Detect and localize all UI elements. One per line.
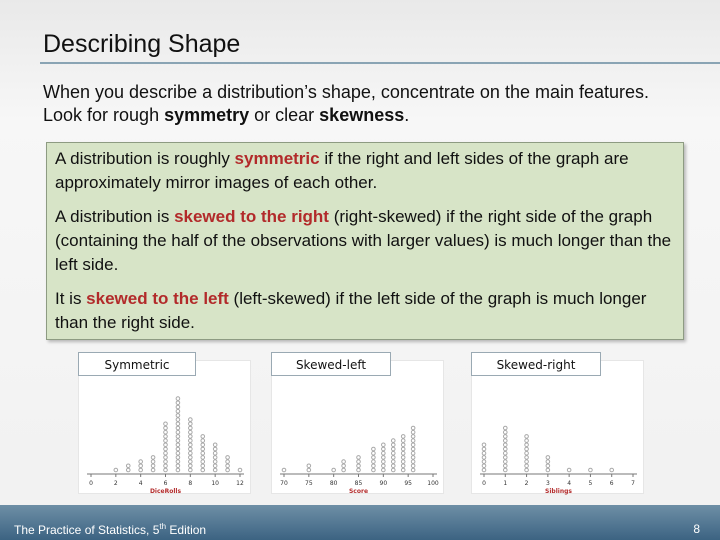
data-dot xyxy=(503,426,507,430)
data-dot xyxy=(176,439,180,443)
data-dot xyxy=(411,456,415,460)
data-dot xyxy=(411,468,415,472)
data-dot xyxy=(525,439,529,443)
data-dot xyxy=(411,430,415,434)
data-dot xyxy=(525,443,529,447)
data-dot xyxy=(503,447,507,451)
data-dot xyxy=(525,464,529,468)
intro-text-3: . xyxy=(404,105,410,125)
data-dot xyxy=(567,468,571,472)
x-tick-label: 0 xyxy=(482,480,486,487)
data-dot xyxy=(189,460,193,464)
x-tick-label: 2 xyxy=(524,480,529,487)
data-dot xyxy=(151,460,155,464)
x-tick-label: 6 xyxy=(609,480,614,487)
data-dot xyxy=(176,460,180,464)
slide-title: Describing Shape xyxy=(43,30,241,58)
data-dot xyxy=(164,426,168,430)
data-dot xyxy=(189,451,193,455)
data-dot xyxy=(189,443,193,447)
data-dot xyxy=(164,435,168,439)
data-dot xyxy=(401,439,405,443)
dotplot-svg-1 xyxy=(272,361,445,495)
data-dot xyxy=(357,460,361,464)
data-dot xyxy=(176,435,180,439)
data-dot xyxy=(401,456,405,460)
data-dot xyxy=(164,439,168,443)
intro-text-1: When you describe a distribution’s shape, concentrate on the main features. Look for rough xyxy=(43,82,650,125)
definition-text: (left-skewed) if the left side of the graph is much longer than the right side. xyxy=(55,289,647,332)
data-dot xyxy=(226,464,230,468)
data-dot xyxy=(164,456,168,460)
x-tick-label: 4 xyxy=(567,480,572,487)
data-dot xyxy=(332,468,336,472)
data-dot xyxy=(307,468,311,472)
footer-text xyxy=(14,522,206,537)
data-dot xyxy=(307,464,311,468)
data-dot xyxy=(176,430,180,434)
footer-sup: th xyxy=(159,522,167,531)
data-dot xyxy=(372,460,376,464)
definition-term: skewed to the right xyxy=(174,207,329,226)
data-dot xyxy=(382,456,386,460)
data-dot xyxy=(164,451,168,455)
data-dot xyxy=(382,468,386,472)
data-dot xyxy=(525,451,529,455)
data-dot xyxy=(213,464,217,468)
x-tick-label: 10 xyxy=(211,480,219,487)
data-dot xyxy=(151,464,155,468)
data-dot xyxy=(189,430,193,434)
data-dot xyxy=(482,456,486,460)
chart-label-skewed-left: Skewed-left xyxy=(271,352,391,376)
data-dot xyxy=(503,460,507,464)
data-dot xyxy=(176,397,180,401)
data-dot xyxy=(503,439,507,443)
data-dot xyxy=(201,464,205,468)
data-dot xyxy=(401,451,405,455)
data-dot xyxy=(213,443,217,447)
data-dot xyxy=(482,447,486,451)
data-dot xyxy=(401,464,405,468)
x-tick-label: 6 xyxy=(163,480,168,487)
data-dot xyxy=(372,451,376,455)
data-dot xyxy=(482,460,486,464)
data-dot xyxy=(503,443,507,447)
data-dot xyxy=(189,439,193,443)
definition-symmetric xyxy=(55,147,675,195)
data-dot xyxy=(226,468,230,472)
data-dot xyxy=(391,468,395,472)
data-dot xyxy=(151,456,155,460)
dotplot-svg-2 xyxy=(472,361,645,495)
dotplot-skewed-left xyxy=(271,360,444,494)
data-dot xyxy=(176,422,180,426)
data-dot xyxy=(176,451,180,455)
data-dot xyxy=(382,443,386,447)
data-dot xyxy=(139,464,143,468)
data-dot xyxy=(201,456,205,460)
data-dot xyxy=(176,443,180,447)
x-tick-label: 70 xyxy=(280,480,288,487)
data-dot xyxy=(391,456,395,460)
data-dot xyxy=(382,447,386,451)
data-dot xyxy=(546,464,550,468)
page-number: 8 xyxy=(693,522,700,536)
data-dot xyxy=(525,435,529,439)
data-dot xyxy=(164,468,168,472)
data-dot xyxy=(372,447,376,451)
data-dot xyxy=(176,464,180,468)
data-dot xyxy=(482,468,486,472)
data-dot xyxy=(372,468,376,472)
x-tick-label: 80 xyxy=(329,480,338,487)
data-dot xyxy=(482,464,486,468)
data-dot xyxy=(114,468,118,472)
data-dot xyxy=(151,468,155,472)
data-dot xyxy=(411,435,415,439)
data-dot xyxy=(525,468,529,472)
data-dot xyxy=(391,439,395,443)
data-dot xyxy=(189,435,193,439)
intro-bold-symmetry: symmetry xyxy=(164,105,250,125)
data-dot xyxy=(382,451,386,455)
data-dot xyxy=(201,439,205,443)
data-dot xyxy=(503,430,507,434)
x-tick-label: 95 xyxy=(404,480,412,487)
data-dot xyxy=(176,409,180,413)
intro-paragraph xyxy=(43,81,683,127)
data-dot xyxy=(411,460,415,464)
data-dot xyxy=(546,468,550,472)
data-dot xyxy=(189,456,193,460)
data-dot xyxy=(176,414,180,418)
data-dot xyxy=(482,451,486,455)
data-dot xyxy=(401,447,405,451)
x-tick-label: 85 xyxy=(354,480,363,487)
x-tick-label: 5 xyxy=(588,480,593,487)
data-dot xyxy=(189,468,193,472)
data-dot xyxy=(164,464,168,468)
data-dot xyxy=(226,460,230,464)
data-dot xyxy=(164,443,168,447)
data-dot xyxy=(213,451,217,455)
data-dot xyxy=(401,435,405,439)
data-dot xyxy=(382,460,386,464)
definition-text: (right-skewed) if the right side of the graph (containing the half of the observations with larger values) is much longer than the left side. xyxy=(55,207,672,274)
definition-text: A distribution is xyxy=(55,207,175,226)
data-dot xyxy=(503,456,507,460)
data-dot xyxy=(411,447,415,451)
data-dot xyxy=(201,435,205,439)
data-dot xyxy=(411,443,415,447)
data-dot xyxy=(213,456,217,460)
data-dot xyxy=(176,401,180,405)
footer-bar xyxy=(0,505,720,540)
data-dot xyxy=(391,443,395,447)
data-dot xyxy=(342,460,346,464)
definition-term: skewed to the left xyxy=(86,289,229,308)
definition-text: if the right and left sides of the graph are approximately mirror images of each other. xyxy=(55,149,629,192)
data-dot xyxy=(201,443,205,447)
intro-text-2: or clear xyxy=(249,105,320,125)
data-dot xyxy=(525,460,529,464)
x-tick-label: 3 xyxy=(545,480,550,487)
data-dot xyxy=(589,468,593,472)
data-dot xyxy=(357,464,361,468)
data-dot xyxy=(411,464,415,468)
x-tick-label: 90 xyxy=(379,480,388,487)
data-dot xyxy=(342,468,346,472)
definition-skewed-left xyxy=(55,287,675,335)
dotplot-skewed-right xyxy=(471,360,644,494)
x-tick-label: 7 xyxy=(631,480,635,487)
data-dot xyxy=(391,460,395,464)
data-dot xyxy=(164,447,168,451)
data-dot xyxy=(411,451,415,455)
definition-term: symmetric xyxy=(234,149,320,168)
data-dot xyxy=(201,447,205,451)
intro-bold-skewness: skewness xyxy=(319,105,405,125)
data-dot xyxy=(391,451,395,455)
data-dot xyxy=(189,422,193,426)
data-dot xyxy=(482,443,486,447)
data-dot xyxy=(503,464,507,468)
data-dot xyxy=(357,468,361,472)
data-dot xyxy=(391,464,395,468)
data-dot xyxy=(213,460,217,464)
title-divider xyxy=(40,62,720,64)
x-axis-label: Score xyxy=(348,488,369,495)
data-dot xyxy=(164,422,168,426)
data-dot xyxy=(213,468,217,472)
definition-text: A distribution is roughly xyxy=(55,149,235,168)
data-dot xyxy=(189,418,193,422)
data-dot xyxy=(401,468,405,472)
data-dot xyxy=(546,460,550,464)
data-dot xyxy=(201,451,205,455)
data-dot xyxy=(610,468,614,472)
data-dot xyxy=(126,464,130,468)
x-axis-label: Siblings xyxy=(545,488,572,495)
data-dot xyxy=(382,464,386,468)
data-dot xyxy=(238,468,242,472)
x-tick-label: 1 xyxy=(503,480,508,487)
data-dot xyxy=(176,405,180,409)
data-dot xyxy=(342,464,346,468)
dotplot-svg-0 xyxy=(79,361,252,495)
x-tick-label: 12 xyxy=(236,480,244,487)
data-dot xyxy=(372,456,376,460)
data-dot xyxy=(401,460,405,464)
x-tick-label: 4 xyxy=(138,480,143,487)
data-dot xyxy=(126,468,130,472)
x-tick-label: 2 xyxy=(113,480,118,487)
x-axis-label: DiceRolls xyxy=(149,488,182,495)
x-tick-label: 8 xyxy=(188,480,193,487)
data-dot xyxy=(176,447,180,451)
data-dot xyxy=(357,456,361,460)
chart-label-symmetric: Symmetric xyxy=(78,352,196,376)
data-dot xyxy=(411,426,415,430)
data-dot xyxy=(176,456,180,460)
definition-skewed-right xyxy=(55,205,675,277)
data-dot xyxy=(176,418,180,422)
data-dot xyxy=(525,456,529,460)
data-dot xyxy=(201,460,205,464)
definition-text: It is xyxy=(55,289,87,308)
data-dot xyxy=(213,447,217,451)
data-dot xyxy=(176,468,180,472)
x-tick-label: 0 xyxy=(89,480,93,487)
data-dot xyxy=(139,460,143,464)
data-dot xyxy=(503,468,507,472)
footer-book: The Practice of Statistics, 5 xyxy=(14,523,160,537)
data-dot xyxy=(164,460,168,464)
data-dot xyxy=(503,435,507,439)
data-dot xyxy=(372,464,376,468)
definitions-box xyxy=(46,142,684,340)
data-dot xyxy=(525,447,529,451)
x-tick-label: 75 xyxy=(305,480,313,487)
data-dot xyxy=(189,447,193,451)
data-dot xyxy=(164,430,168,434)
data-dot xyxy=(282,468,286,472)
chart-label-skewed-right: Skewed-right xyxy=(471,352,601,376)
data-dot xyxy=(503,451,507,455)
data-dot xyxy=(176,426,180,430)
data-dot xyxy=(201,468,205,472)
data-dot xyxy=(546,456,550,460)
data-dot xyxy=(139,468,143,472)
data-dot xyxy=(189,426,193,430)
data-dot xyxy=(401,443,405,447)
x-tick-label: 100 xyxy=(427,480,439,487)
data-dot xyxy=(189,464,193,468)
data-dot xyxy=(226,456,230,460)
dotplot-symmetric xyxy=(78,360,251,494)
data-dot xyxy=(391,447,395,451)
data-dot xyxy=(411,439,415,443)
footer-edition: Edition xyxy=(166,523,207,537)
